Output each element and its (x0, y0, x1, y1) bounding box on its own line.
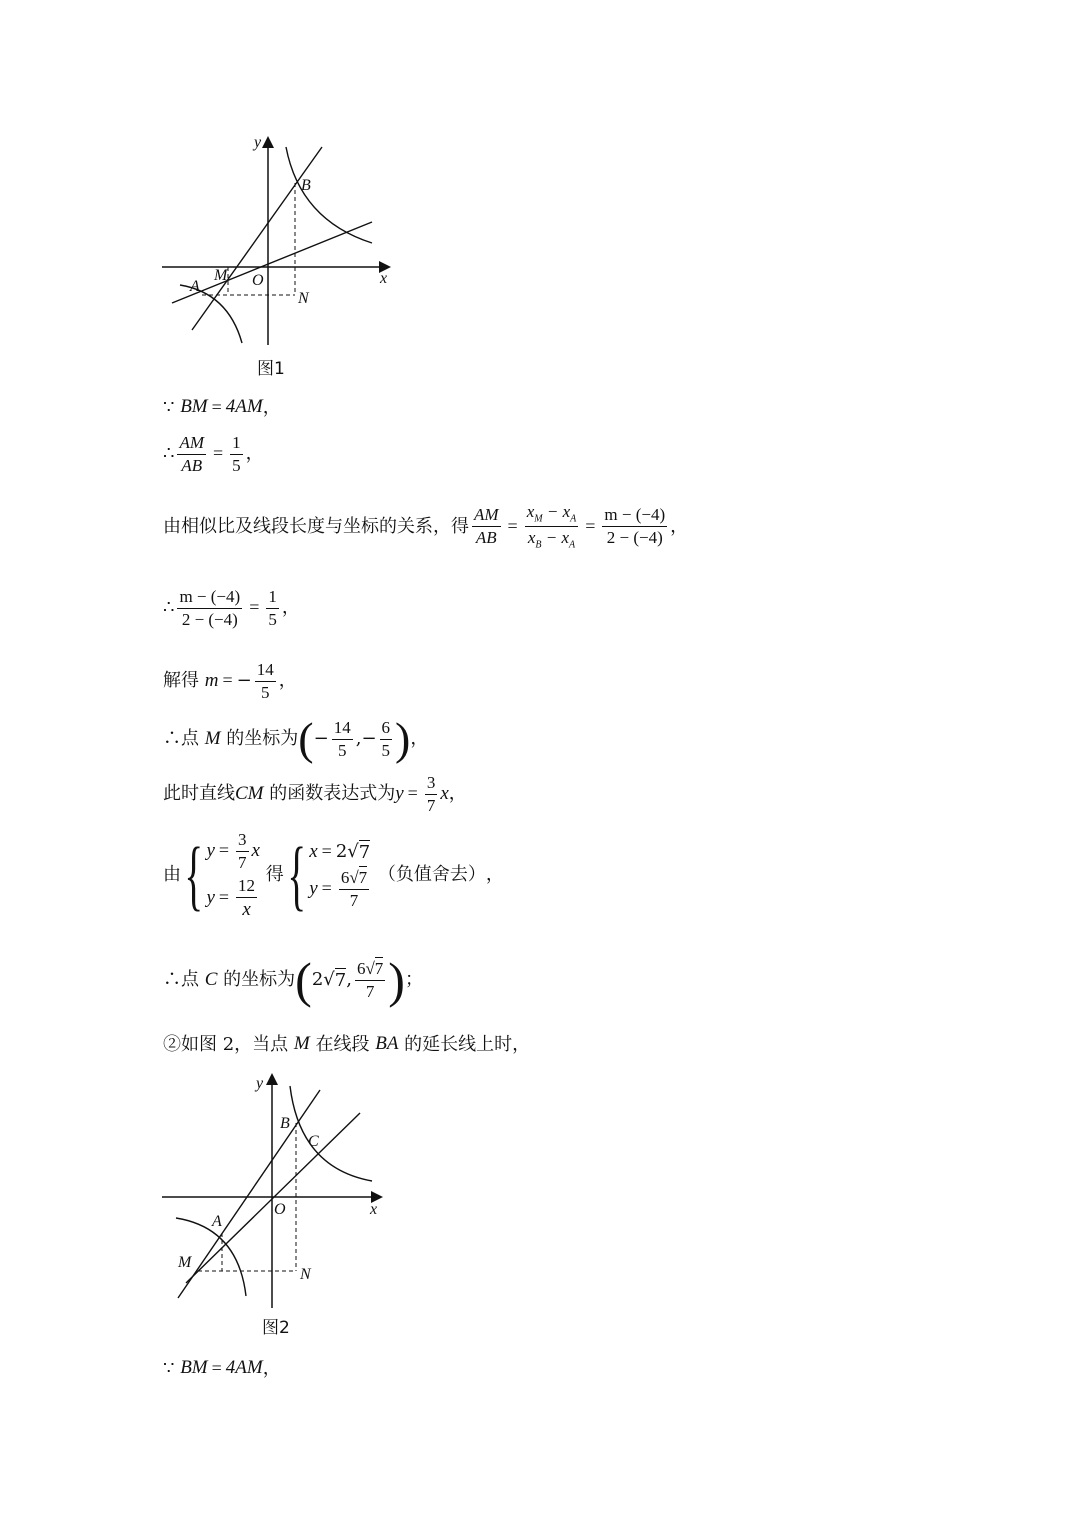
label-y-2: y (256, 1075, 264, 1092)
line-solve-m: 解得 m = − $\frac{14}{5}$ ， (163, 660, 297, 702)
label-n-2: N (300, 1266, 311, 1283)
line-case-2: ②如图 2，当点 M 在线段 BA 的延长线上时， (163, 1033, 531, 1055)
line-mc-2 (186, 1113, 360, 1283)
figure-2-caption: 图2 (262, 1318, 290, 1338)
label-x-2: x (370, 1201, 378, 1218)
label-m-2: M (178, 1254, 192, 1271)
line-through-origin (172, 222, 372, 303)
label-m: M (214, 267, 228, 284)
label-c-2: C (308, 1133, 319, 1150)
line-because-1: ∵ BM = 4AM ， (163, 396, 281, 418)
figure-1-caption: 图1 (257, 359, 285, 379)
label-b-2: B (280, 1115, 290, 1132)
label-n: N (298, 290, 309, 307)
label-a: A (190, 278, 200, 295)
label-y: y (254, 134, 262, 151)
label-o: O (252, 272, 264, 289)
line-cm: 此时直线 CM 的函数表达式为 y = $\frac{3}{7}$ x ， (163, 773, 467, 815)
figure-2 (150, 1068, 400, 1313)
line-because-2: ∵ BM = 4AM ， (163, 1357, 281, 1379)
line-similar: 由相似比及线段长度与坐标的关系，得 $\frac{AM}{AB}$ = $\frac{x_M - x_A}{x_B - x_A}$ = $\frac{m - (-4)}{2 - (-4)}$ ， (163, 502, 689, 551)
line-equation: ∴ $\frac{m - (-4)}{2 - (-4)}$ = $\frac{1}{5}$ ， (163, 587, 300, 629)
label-x: x (380, 270, 388, 287)
label-a-2: A (212, 1213, 222, 1230)
line-point-c: ∴点 C 的坐标为 ( 2 √ 7 , $\frac{6√7}{7}$ ) ； (163, 952, 423, 1008)
figure-1 (150, 125, 410, 355)
label-o-2: O (274, 1201, 286, 1218)
label-b: B (301, 177, 311, 194)
line-ratio: ∴ $\frac{AM}{AB}$ = $\frac{1}{5}$ ， (163, 433, 264, 475)
line-point-m: ∴点 M 的坐标为 ( − $\frac{14}{5}$ , − $\frac{6}{5}$ ) ， (163, 713, 429, 764)
line-system: 由 { y = $\frac{3}{7}$ x y = $\frac{12}{x}$ 得 { x = 2 √ 7 y = $\frac{6√7}{7}$ （负值舍去） ， (163, 830, 504, 920)
hyperbola-upper (286, 147, 372, 243)
hyperbola-upper-2 (290, 1086, 372, 1181)
